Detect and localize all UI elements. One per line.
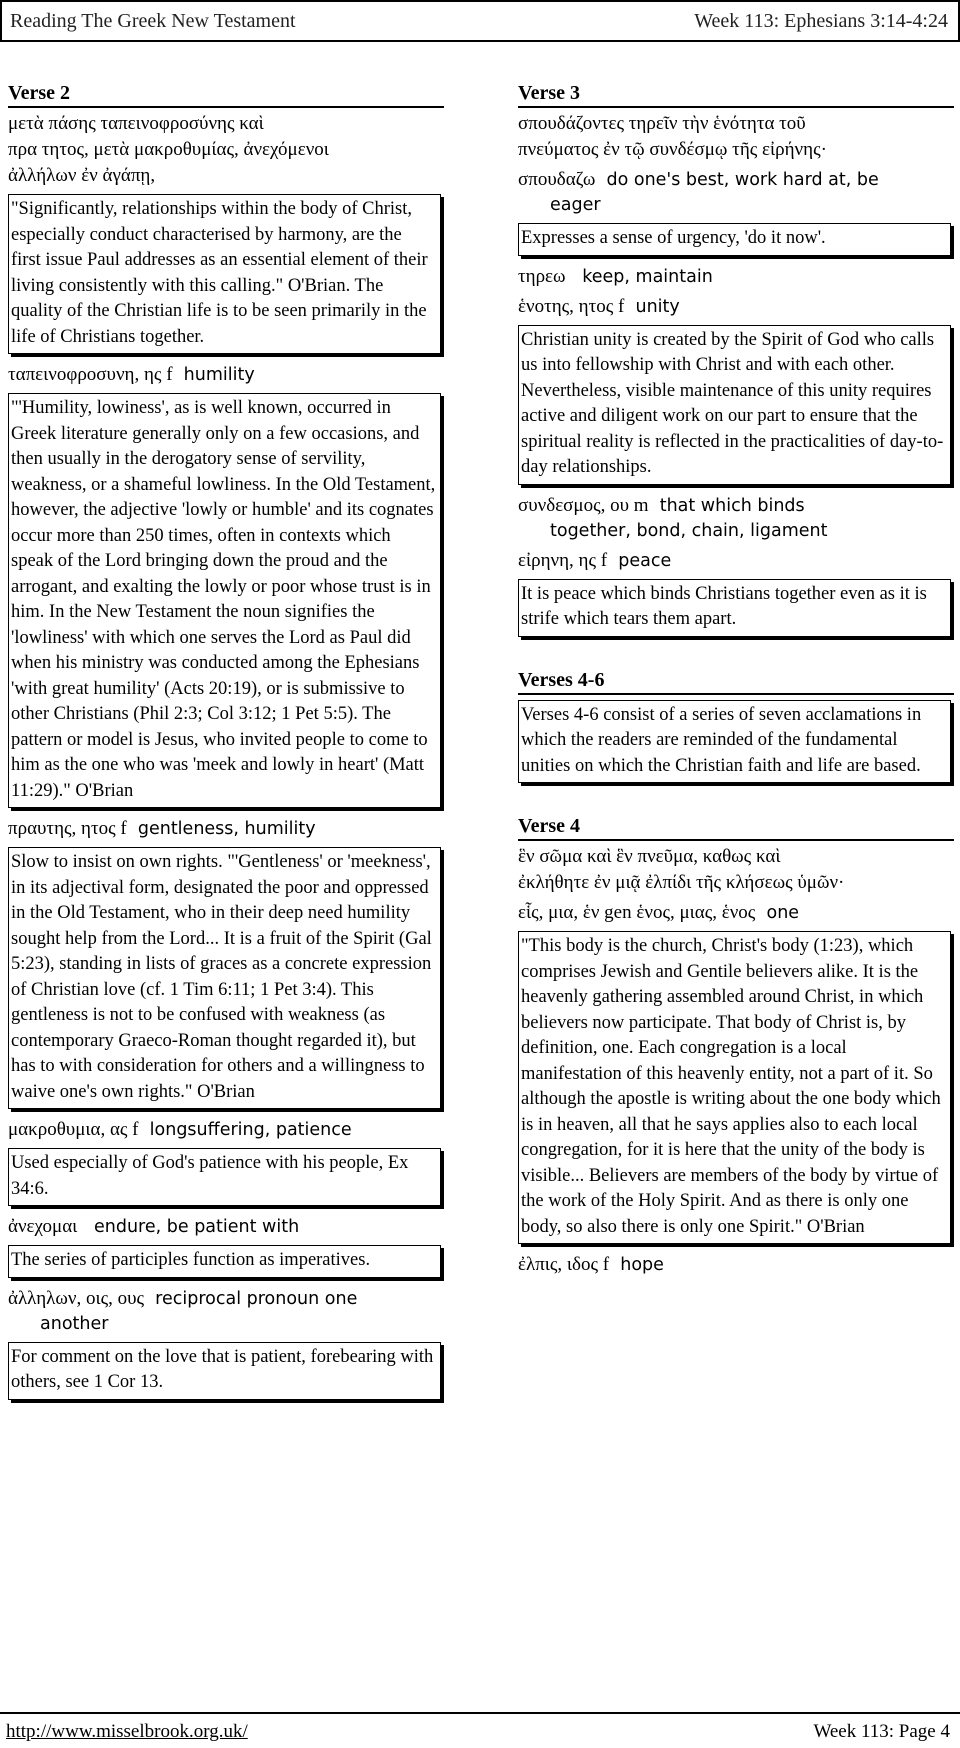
vocab-gloss: peace — [618, 550, 672, 571]
vocab-word: σπουδαζω — [518, 169, 596, 190]
vocab-spoudazo — [518, 167, 958, 218]
vocab-gloss-cont: together, bond, chain, ligament — [550, 520, 828, 541]
vocab-endure — [8, 1214, 448, 1240]
note-peace: It is peace which binds Christians together even as it is strife which tears them apart. — [518, 579, 951, 637]
vocab-tereo — [518, 264, 958, 290]
greek-line: ἀλλήλων ἐν ἀγάπῃ, — [8, 165, 156, 186]
vocab-word: εἰρηνη, ης f — [518, 549, 608, 571]
vocab-gloss: hope — [620, 1255, 664, 1275]
greek-line: πρα τητος, μετὰ μακροθυμίας, ἀνεχόμενοι — [8, 139, 329, 160]
vocab-gloss: keep, maintain — [582, 266, 713, 287]
vocab-gloss: one — [766, 903, 800, 923]
vocab-word: πραυτης, ητος f — [8, 818, 127, 839]
section-gap — [518, 791, 958, 815]
vocab-one — [518, 900, 958, 926]
vocab-peace — [518, 548, 958, 574]
vocab-word: εἷς, μια, ἑν gen ἑνος, μιας, ἑνος — [518, 902, 756, 923]
vocab-hope — [518, 1252, 958, 1278]
note-gentleness: Slow to insist on own rights. "'Gentleness' or 'meekness', in its adjectival form, designated the poor and oppressed in the Old Testament, who in their deep need humility sought help from the Lord... It is a fruit of the Spirit (Gal 5:23), standing in lists of graces as a concrete expression of Christian love (cf. 1 Tim 6:11; 1 Pet 3:4). This gentleness is not to be confused with weakness (as contemporary Graeco-Roman thought regarded it), but has to with consideration for others and a willingness to waive one's own rights." O'Brian — [8, 847, 441, 1109]
footer-page-number: Week 113: Page 4 — [813, 1721, 950, 1742]
note-one: "This body is the church, Christ's body (1:23), which comprises Jewish and Gentile believers alike. It is the heavenly gathering assembled around Christ, in which believers now participate. That body of Christ is, by definition, one. Each congregation is a local manifestation of this heavenly entity, not a part of it. So although the apostle is writing about the one body which is in heaven, all that he says applies also to each local congregation, for it is here that the unity of the body is visible... Believers are members of the body by virtue of the work of the Holy Spirit. And as there is only one body, so also there is only one Spirit." O'Brian — [518, 931, 951, 1244]
note-humility: "'Humility, lowiness', as is well known, occurred in Greek literature generally only on a few occasions, and then usually in the derogatory sense of servility, weakness, or a shameful lowliness. In the Old Testament, however, the adjective 'lowly or humble' and its cognates occur more than 250 times, often in contexts which speak of the Lord bringing down the proud and the arrogant, and exalting the lowly or poor whose trust is in him. In the New Testament the noun signifies the 'lowliness' with which one serves the Lord as Paul did when his ministry was conducted among the Ephesians 'with great humility' (Acts 20:19), or is submissive to other Christians (Phil 2:3; Col 3:12; 1 Pet 5:5). The pattern or model is Jesus, who invited people to come to him as the one who was 'meek and lowly in heart' (Matt 11:29)." O'Brian — [8, 393, 441, 808]
vocab-gloss: unity — [635, 296, 680, 317]
vocab-gloss: humility — [183, 365, 255, 385]
header-title: Reading The Greek New Testament — [10, 10, 296, 32]
vocab-gloss-cont: another — [40, 1313, 109, 1334]
vocab-humility — [8, 362, 448, 388]
greek-line: σπουδάζοντες τηρεῖν τὴν ἑνότητα τοῦ — [518, 113, 806, 134]
section-gap — [518, 645, 958, 669]
vocab-word: ταπεινοφροσυνη, ης f — [8, 364, 173, 385]
vocab-bond — [518, 493, 958, 544]
verse3-heading: Verse 3 — [518, 82, 954, 108]
vocab-word: τηρεω — [518, 265, 566, 287]
note-spoudazo: Expresses a sense of urgency, 'do it now'. — [518, 223, 951, 256]
header-week: Week 113: Ephesians 3:14-4:24 — [694, 10, 948, 32]
page-footer — [0, 1712, 960, 1748]
note-longsuffering: Used especially of God's patience with his people, Ex 34:6. — [8, 1148, 441, 1206]
note-significantly: "Significantly, relationships within the body of Christ, especially conduct characterised by harmony, are the first issue Paul addresses as an essential element of their living consistently with this calling." O'Brian. The quality of the Christian life is to be seen primarily in the life of Christians together. — [8, 194, 441, 354]
verse4-heading: Verse 4 — [518, 815, 954, 841]
vocab-gloss-cont: eager — [550, 195, 601, 215]
vocab-gloss: gentleness, humility — [137, 819, 316, 839]
vocab-gentleness — [8, 816, 448, 842]
vocab-longsuffering — [8, 1117, 448, 1143]
vocab-gloss: endure, be patient with — [94, 1217, 300, 1237]
vocab-word: ἀνεχομαι — [8, 1216, 78, 1237]
note-another: For comment on the love that is patient, forebearing with others, see 1 Cor 13. — [8, 1342, 441, 1400]
note-endure: The series of participles function as imperatives. — [8, 1245, 441, 1278]
vocab-gloss: do one's best, work hard at, be — [606, 170, 879, 190]
vocab-word: ἑνοτης, ητος f — [518, 295, 625, 317]
verses46-heading: Verses 4-6 — [518, 669, 954, 695]
right-column — [518, 82, 958, 1280]
vocab-unity — [518, 294, 958, 320]
greek-line: μετὰ πάσης ταπεινοφροσύνης καὶ — [8, 113, 264, 134]
note-verses46: Verses 4-6 consist of a series of seven acclamations in which the readers are reminded of the fundamental unities on which the Christian faith and life are based. — [518, 700, 951, 784]
note-unity: Christian unity is created by the Spirit of God who calls us into fellowship with Christ and with each other. Nevertheless, visible maintenance of this unity requires active and diligent work on our part to ensure that the spiritual reality is reflected in the practicalities of day-to-day relationships. — [518, 325, 951, 485]
vocab-another — [8, 1286, 448, 1337]
greek-line: ἓν σῶμα καὶ ἓν πνεῦμα, καθως καὶ — [518, 846, 781, 867]
vocab-word: μακροθυμια, ας f — [8, 1119, 139, 1140]
vocab-gloss: reciprocal pronoun one — [155, 1288, 358, 1309]
verse2-heading: Verse 2 — [8, 82, 444, 108]
footer-url-link[interactable]: http://www.misselbrook.org.uk/ — [6, 1721, 248, 1742]
vocab-word: συνδεσμος, ου m — [518, 494, 649, 516]
verse3-greek-text — [518, 111, 958, 163]
verse2-greek-text — [8, 111, 448, 189]
left-column — [8, 82, 448, 1408]
vocab-word: ἀλληλων, οις, ους — [8, 1287, 145, 1309]
vocab-word: ἐλπις, ιδος f — [518, 1254, 610, 1275]
vocab-gloss: that which binds — [659, 495, 805, 516]
greek-line: πνεύματος ἐν τῷ συνδέσμῳ τῆς εἰρήνης· — [518, 139, 827, 160]
page-header — [0, 0, 960, 42]
vocab-gloss: longsuffering, patience — [149, 1120, 352, 1140]
verse4-greek-text — [518, 844, 958, 896]
greek-line: ἐκλήθητε ἐν μιᾷ ἐλπίδι τῆς κλήσεως ὑμῶν· — [518, 872, 845, 893]
